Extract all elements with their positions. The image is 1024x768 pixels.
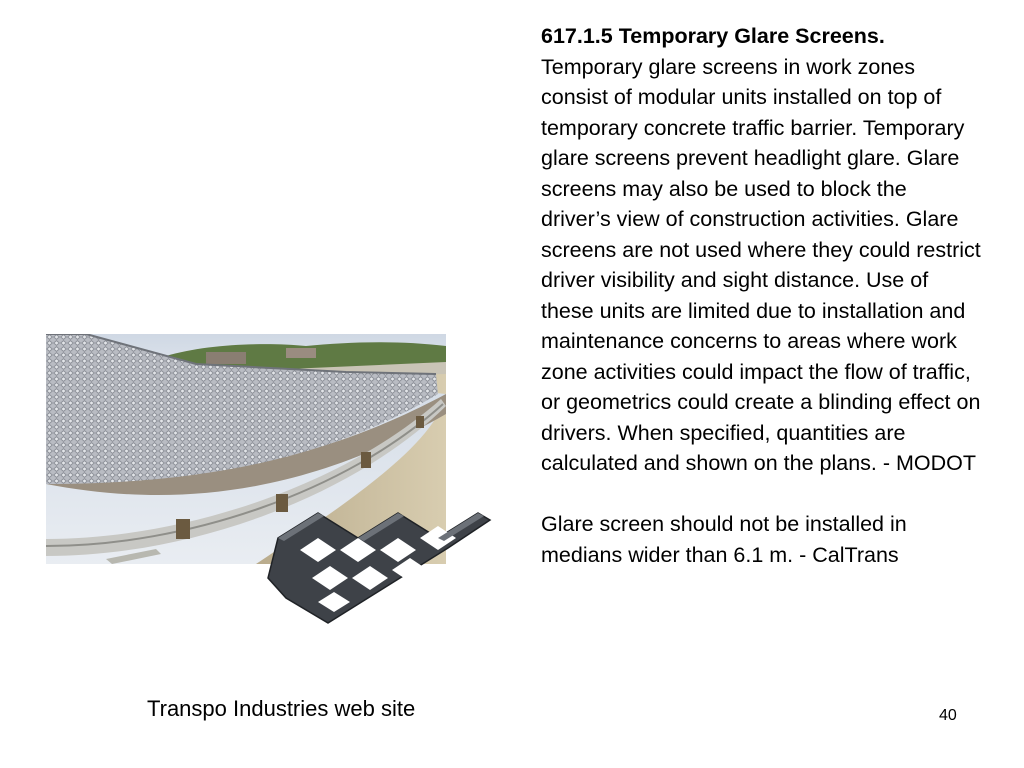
photo-caption: Transpo Industries web site <box>147 696 416 721</box>
section-heading: 617.1.5 Temporary Glare Screens. <box>541 24 885 48</box>
body-paragraph-caltrans: Glare screen should not be installed in medians wider than 6.1 m. - CalTrans <box>541 512 907 567</box>
glare-screen-panel-illustration <box>258 478 498 638</box>
slide-body <box>541 21 981 570</box>
page-number: 40 <box>939 707 957 724</box>
body-paragraph-modot: Temporary glare screens in work zones consist of modular units installed on top of temporary concrete traffic barrier. Temporary glare screens prevent headlight glare. Glare screens may also be used to block the driver’s view of construction activities. Glare screens are not used where they could restrict driver visibility and sight distance. Use of these units are limited due to installation and maintenance concerns to areas where work zone activities could impact the flow of traffic, or geometrics could create a blinding effect on drivers. When specified, quantities are calculated and shown on the plans. - MODOT <box>541 54 981 475</box>
